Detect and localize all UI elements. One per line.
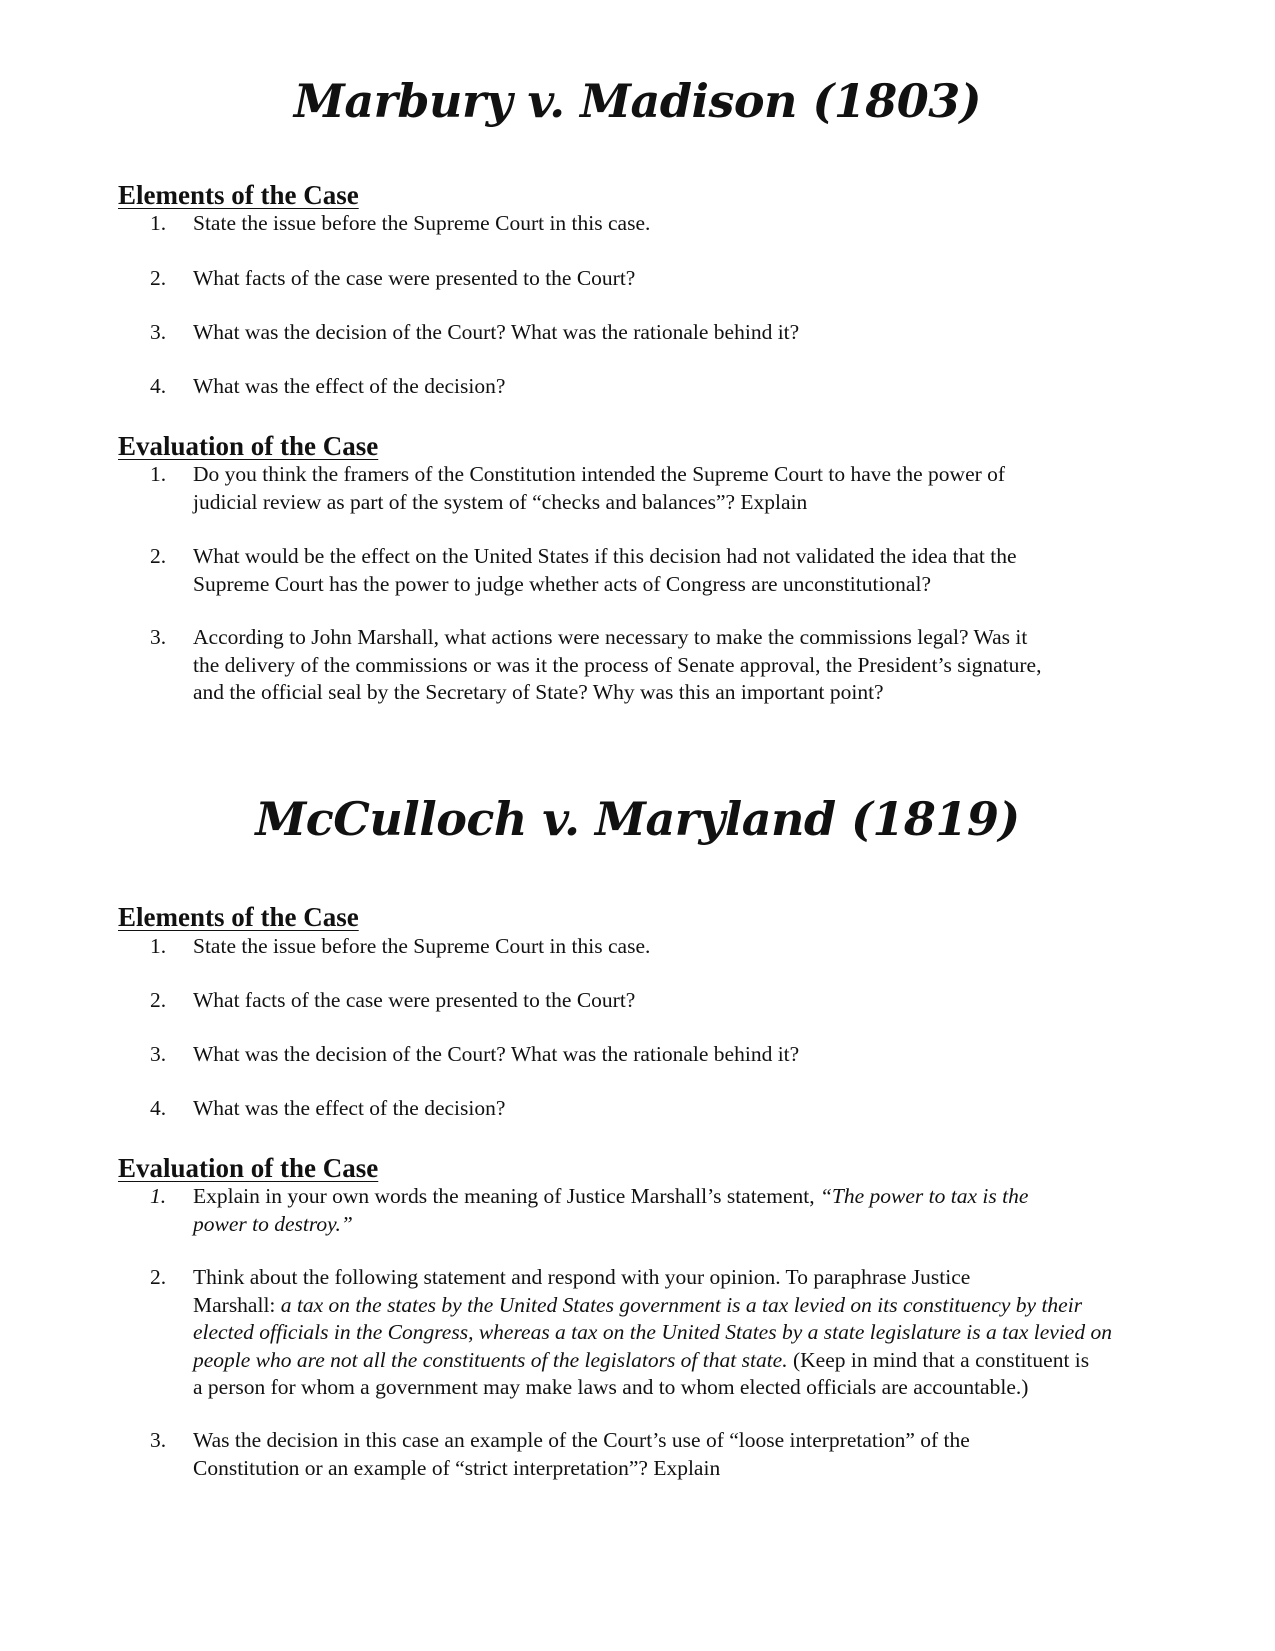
question-line: the delivery of the commissions or was it the process of Senate approval, the President’s signature, (193, 652, 1042, 677)
question-text (193, 1427, 1193, 1482)
question-text (193, 461, 1193, 516)
question-number: 1. (150, 1184, 167, 1208)
question-text: What was the effect of the decision? (193, 1096, 506, 1120)
paraphrase-text: a tax on the states by the United States government is a tax levied on its constituency by their (280, 1292, 1083, 1317)
paraphrase-text: elected officials in the Congress, whereas a tax on the United States by a state legislature is a tax levied on (193, 1320, 1112, 1344)
marshall-quote: “The power to tax is the (819, 1184, 1029, 1208)
question-text: State the issue before the Supreme Court in this case. (193, 211, 651, 235)
question-number: 2. (150, 1265, 167, 1289)
question-line: Explain in your own words the meaning of Justice Marshall’s statement, (193, 1184, 820, 1208)
question-line: Constitution or an example of “strict interpretation”? Explain (193, 1455, 721, 1480)
elements-heading-mcculloch: Elements of the Case (118, 902, 359, 932)
question-number: 4. (150, 374, 167, 398)
question-number: 2. (150, 988, 167, 1012)
question-number: 2. (150, 544, 167, 568)
question-text: What facts of the case were presented to the Court? (193, 988, 636, 1012)
question-number: 1. (150, 462, 167, 486)
question-number: 3. (150, 625, 167, 649)
evaluation-heading-mcculloch: Evaluation of the Case (118, 1153, 379, 1183)
question-text: What facts of the case were presented to the Court? (193, 266, 636, 290)
question-line: Supreme Court has the power to judge whether acts of Congress are unconstitutional? (193, 571, 931, 596)
question-text: State the issue before the Supreme Court in this case. (193, 934, 651, 958)
marshall-quote: power to destroy.” (193, 1211, 353, 1236)
question-text (193, 624, 1193, 707)
question-line: and the official seal by the Secretary of State? Why was this an important point? (193, 680, 884, 704)
question-number: 1. (150, 934, 167, 958)
case-title-mcculloch: McCulloch v. Maryland (1819) (255, 792, 1020, 846)
question-text: What was the effect of the decision? (193, 374, 506, 398)
question-line: judicial review as part of the system of “checks and balances”? Explain (193, 489, 808, 514)
question-number: 3. (150, 1042, 167, 1066)
question-line: Do you think the framers of the Constitution intended the Supreme Court to have the power of (193, 462, 1006, 486)
question-line: Was the decision in this case an example of the Court’s use of “loose interpretation” of the (193, 1428, 970, 1452)
question-text (193, 1183, 1193, 1238)
evaluation-heading-marbury: Evaluation of the Case (118, 431, 379, 461)
question-line: According to John Marshall, what actions were necessary to make the commissions legal? Was it (193, 625, 1028, 649)
question-text: What was the decision of the Court? What was the rationale behind it? (193, 320, 800, 344)
case-title-marbury: Marbury v. Madison (1803) (293, 74, 982, 128)
question-line: (Keep in mind that a constituent is (787, 1347, 1090, 1372)
question-line: a person for whom a government may make laws and to whom elected officials are accountable.) (193, 1375, 1029, 1399)
question-line: Think about the following statement and respond with your opinion. To paraphrase Justice (193, 1265, 971, 1289)
question-line: Marshall: (193, 1292, 281, 1317)
question-number: 3. (150, 320, 167, 344)
question-text: What was the decision of the Court? What was the rationale behind it? (193, 1042, 800, 1066)
question-text (193, 543, 1193, 598)
question-line: What would be the effect on the United States if this decision had not validated the idea that the (193, 544, 1017, 568)
question-number: 2. (150, 266, 167, 290)
question-number: 1. (150, 211, 167, 235)
question-text (193, 1264, 1193, 1402)
paraphrase-text: people who are not all the constituents of the legislators of that state. (193, 1347, 788, 1372)
question-number: 4. (150, 1096, 167, 1120)
question-number: 3. (150, 1428, 167, 1452)
elements-heading-marbury: Elements of the Case (118, 180, 359, 210)
